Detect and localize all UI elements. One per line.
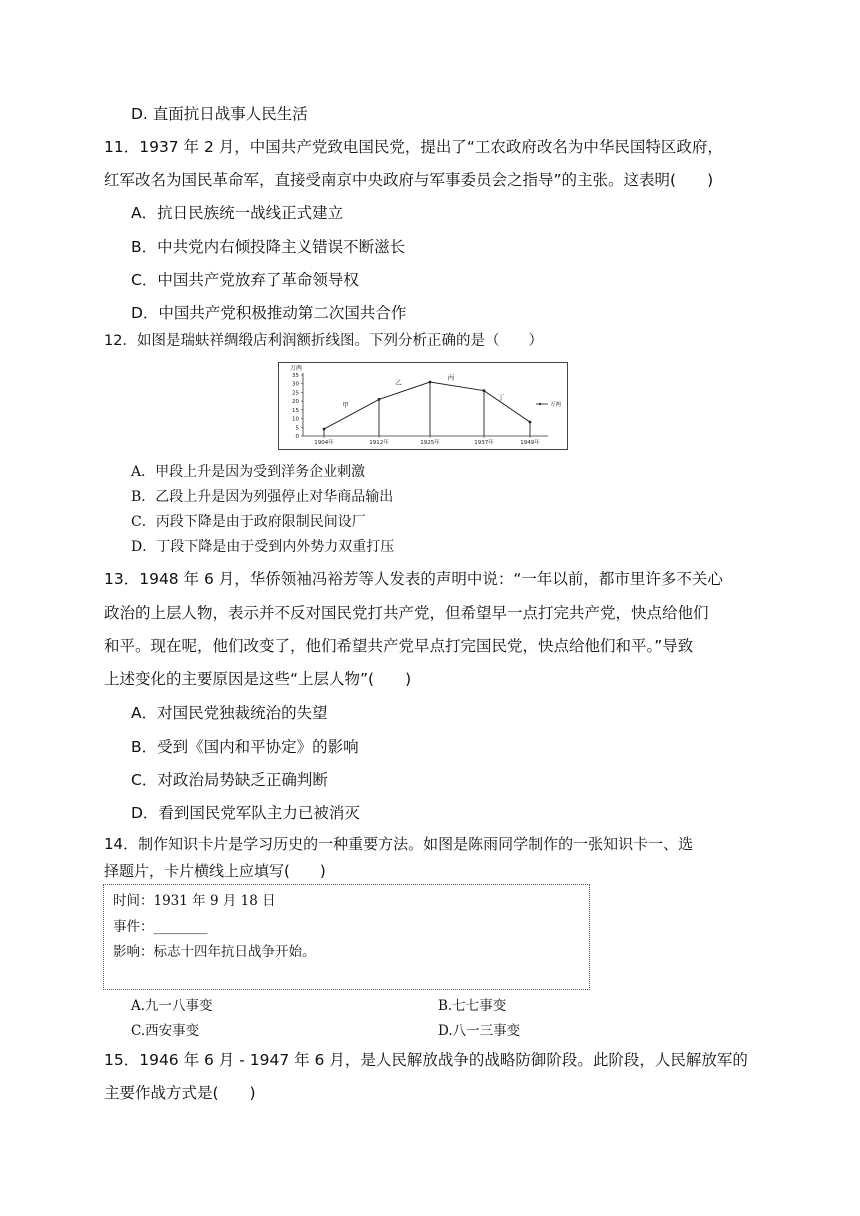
y-tick-label-35: 35 xyxy=(292,373,299,379)
segment-label-丁: 丁 xyxy=(497,393,505,402)
q15-stem-line2: 主要作战方式是( ) xyxy=(104,1084,256,1102)
x-tick-label-1912年: 1912年 xyxy=(369,440,389,446)
x-tick-label-1949年: 1949年 xyxy=(520,440,540,446)
y-axis-label: 万两 xyxy=(290,365,303,372)
legend-label: 万两 xyxy=(550,402,562,408)
data-point-1904年 xyxy=(323,428,326,431)
segment-label-甲: 甲 xyxy=(342,401,349,410)
segment-label-乙: 乙 xyxy=(395,378,402,387)
q13-option-b[interactable]: B．受到《国内和平协定》的影响 xyxy=(131,738,359,756)
q13-stem-line2: 政治的上层人物，表示并不反对国民党打共产党，但希望早一点打完共产党，快点给他们 xyxy=(104,604,709,622)
data-point-1912年 xyxy=(378,398,381,401)
y-tick-label-15: 15 xyxy=(292,407,299,414)
q12-option-a[interactable]: A．甲段上升是因为受到洋务企业刺激 xyxy=(131,464,366,480)
data-point-1937年 xyxy=(483,389,486,392)
q13-stem-line1: 13．1948 年 6 月，华侨领袖冯裕芳等人发表的声明中说：“一年以前，都市里许多不关心 xyxy=(104,570,723,588)
card-impact: 影响：标志十四年抗日战争开始。 xyxy=(113,944,316,960)
segment-label-丙: 丙 xyxy=(447,373,455,382)
y-tick-label-10: 10 xyxy=(292,416,299,423)
q12-option-b[interactable]: B．乙段上升是因为列强停止对华商品输出 xyxy=(131,489,394,505)
y-tick-label-20: 20 xyxy=(292,399,299,406)
q11-option-a[interactable]: A．抗日民族统一战线正式建立 xyxy=(131,204,344,222)
x-tick-label-1937年: 1937年 xyxy=(474,440,494,446)
q11-option-b[interactable]: B．中共党内右倾投降主义错误不断滋长 xyxy=(131,238,406,256)
x-tick-label-1925年: 1925年 xyxy=(420,440,440,446)
q13-stem-line4: 上述变化的主要原因是这些“上层人物”( ) xyxy=(104,670,412,688)
y-tick-label-30: 30 xyxy=(292,381,299,388)
q11-option-c[interactable]: C．中国共产党放弃了革命领导权 xyxy=(131,271,359,289)
data-point-1949年 xyxy=(529,421,532,424)
knowledge-card xyxy=(103,884,590,990)
q14-stem-line2: 择题片，卡片横线上应填写( ) xyxy=(104,862,326,880)
q14-option-a[interactable]: A.九一八事变 xyxy=(131,998,213,1014)
profit-line-chart xyxy=(278,362,568,450)
card-time: 时间：1931 年 9 月 18 日 xyxy=(113,893,276,909)
q12-option-d[interactable]: D．丁段下降是由于受到内外势力双重打压 xyxy=(131,539,395,555)
y-tick-label-0: 0 xyxy=(295,434,299,440)
chart-svg xyxy=(278,362,568,450)
q15-stem-line1: 15．1946 年 6 月 - 1947 年 6 月，是人民解放战争的战略防御阶段。此阶段，人民解放军的 xyxy=(104,1051,748,1069)
q13-option-a[interactable]: A．对国民党独裁统治的失望 xyxy=(131,704,328,722)
q12-stem: 12．如图是瑞蚨祥绸缎店利润额折线图。下列分析正确的是（ ） xyxy=(104,333,543,349)
q14-stem-line1: 14．制作知识卡片是学习历史的一种重要方法。如图是陈雨同学制作的一张知识卡一、选 xyxy=(104,835,694,853)
prev-option-d: D. 直面抗日战事人民生活 xyxy=(131,105,308,123)
q14-option-c[interactable]: C.西安事变 xyxy=(131,1023,200,1039)
y-tick-label-25: 25 xyxy=(292,390,299,397)
y-tick-label-5: 5 xyxy=(295,425,299,432)
q14-option-b[interactable]: B.七七事变 xyxy=(438,998,507,1014)
q14-option-d[interactable]: D.八一三事变 xyxy=(438,1023,521,1039)
legend-marker xyxy=(539,403,541,405)
data-point-1925年 xyxy=(429,381,432,384)
q13-stem-line3: 和平。现在呢，他们改变了，他们希望共产党早点打完国民党，快点给他们和平。”导致 xyxy=(104,637,694,655)
q13-option-d[interactable]: D．看到国民党军队主力已被消灭 xyxy=(131,804,360,822)
series-line xyxy=(324,382,530,429)
q12-option-c[interactable]: C．丙段下降是由于政府限制民间设厂 xyxy=(131,514,366,530)
x-tick-label-1904年: 1904年 xyxy=(314,440,334,446)
q11-stem-line2: 红军改名为国民革命军，直接受南京中央政府与军事委员会之指导”的主张。这表明( ) xyxy=(104,171,714,189)
card-event: 事件：________ xyxy=(113,919,208,935)
q13-option-c[interactable]: C．对政治局势缺乏正确判断 xyxy=(131,771,328,789)
q11-option-d[interactable]: D．中国共产党积极推动第二次国共合作 xyxy=(131,304,407,322)
chart-frame xyxy=(279,363,568,450)
q11-stem-line1: 11．1937 年 2 月，中国共产党致电国民党，提出了“工农政府改名为中华民国特区政府， xyxy=(104,138,723,156)
